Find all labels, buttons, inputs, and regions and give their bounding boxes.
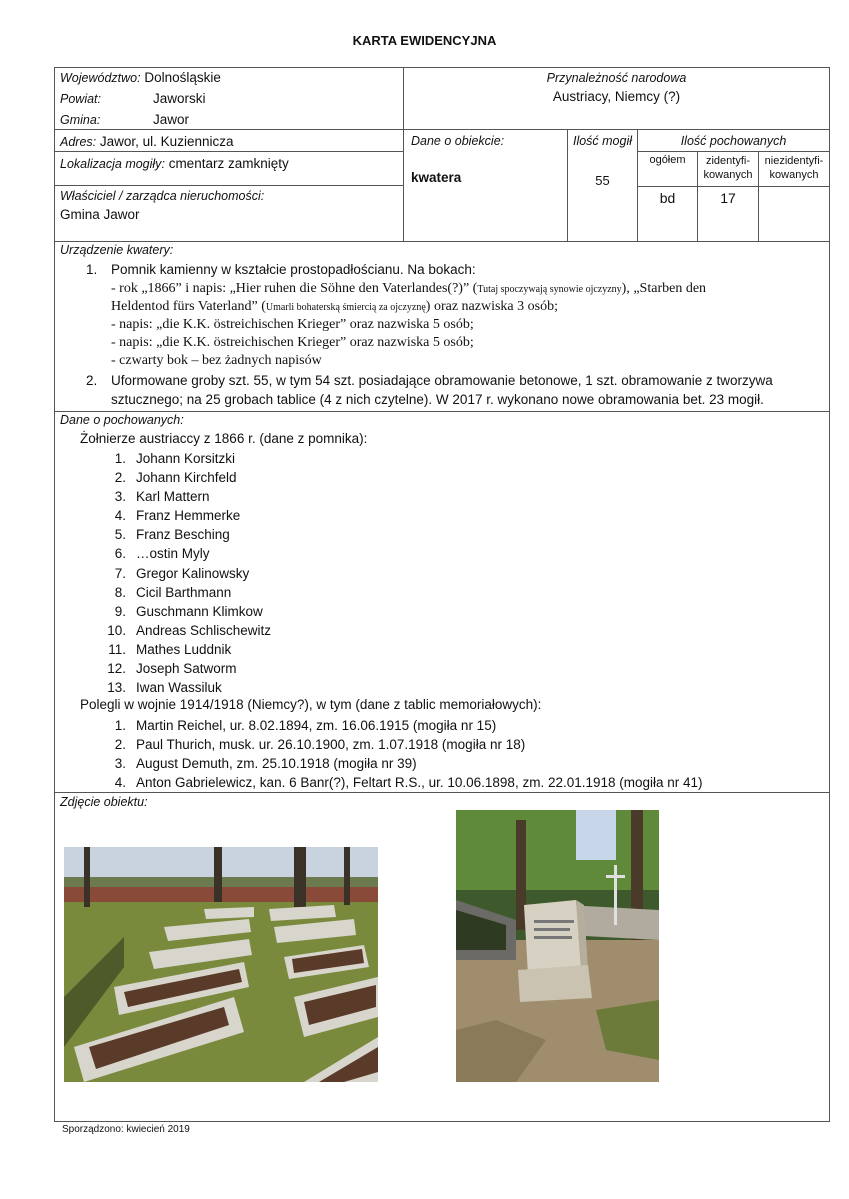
urzadzenie-item1-line2: Heldentod fürs Vaterland” (Umarli bohaterską śmiercią za ojczyznę) oraz nazwiska 3 osób; <box>111 299 558 314</box>
list-item-number: 3. <box>114 756 126 772</box>
list-item <box>100 564 271 583</box>
adres-row: Adres: Jawor, ul. Kuziennicza <box>60 134 234 149</box>
list-item-name: …ostin Myly <box>136 546 210 562</box>
ilosc-mogil-value: 55 <box>595 173 610 188</box>
powiat-value: Jaworski <box>153 91 206 106</box>
dane-o-obiekcie-value: kwatera <box>411 170 462 185</box>
urzadzenie-item2-line1: Uformowane groby szt. 55, w tym 54 szt. posiadające obramowanie betonowe, 1 szt. obramowanie z tworzywa <box>111 373 773 388</box>
list-item-name: Paul Thurich, musk. ur. 26.10.1900, zm. 1.07.1918 (mogiła nr 18) <box>136 737 526 753</box>
list-item-number: 9. <box>114 603 126 619</box>
wojewodztwo-row: Województwo: Dolnośląskie <box>60 70 221 85</box>
monument-photo <box>456 810 659 1082</box>
list-item <box>100 544 271 563</box>
urzadzenie-item2-line2: sztucznego; na 25 grobach tablice (4 z nich czytelne). W 2017 r. wykonano nowe obramowania bet. 23 mogił. <box>111 392 764 407</box>
list-item <box>100 449 271 468</box>
zidentyfikowanych-label: zidentyfi- kowanych <box>703 155 753 181</box>
table-border-right <box>829 67 830 1122</box>
list-item-name: August Demuth, zm. 25.10.1918 (mogiła nr 39) <box>136 756 417 772</box>
niezidentyfikowanych-label: niezidentyfi- kowanych <box>764 155 824 181</box>
list-item-name: Guschmann Klimkow <box>136 603 263 619</box>
footer-date: Sporządzono: kwiecień 2019 <box>62 1124 190 1135</box>
list-item-name: Anton Gabrielewicz, kan. 6 Banr(?), Feltart R.S., ur. 10.06.1898, zm. 22.01.1918 (mogiła nr 41) <box>136 775 703 791</box>
list-item <box>100 525 271 544</box>
adres-value: Jawor, ul. Kuziennicza <box>99 134 234 149</box>
urzadzenie-item1-line1: - rok „1866” i napis: „Hier ruhen die Söhne den Vaterlandes(?)” (Tutaj spoczywają synowie ojczyzny), „Starben den <box>111 281 707 296</box>
divider <box>637 151 830 152</box>
list-item <box>100 468 271 487</box>
list-item-number: 11. <box>108 641 126 657</box>
pochowani-group1-list <box>100 449 271 697</box>
list-item-number: 12. <box>107 661 126 677</box>
list-item <box>100 487 271 506</box>
list-item-number: 1. <box>114 451 126 466</box>
list-item-name: Martin Reichel, ur. 8.02.1894, zm. 16.06.1915 (mogiła nr 15) <box>136 718 497 733</box>
ilosc-mogil-label: Ilość mogił <box>572 134 633 148</box>
urzadzenie-label: Urządzenie kwatery: <box>60 243 174 257</box>
list-item-name: Joseph Satworm <box>136 661 237 677</box>
gmina-value: Jawor <box>153 112 190 127</box>
divider <box>54 151 403 152</box>
list-item <box>100 640 271 659</box>
ilosc-pochowanych-label: Ilość pochowanych <box>680 134 787 148</box>
list-item-number: 2. <box>114 470 126 486</box>
wojewodztwo-label: Województwo <box>60 71 138 85</box>
powiat-row: Powiat: <box>60 92 102 106</box>
urzadzenie-item2-num: 2. <box>86 373 98 388</box>
list-item-name: Gregor Kalinowsky <box>136 565 250 581</box>
page-title: KARTA EWIDENCYJNA <box>352 33 497 48</box>
list-item-number: 8. <box>114 584 126 600</box>
table-border-top <box>54 67 830 68</box>
list-item-number: 5. <box>114 527 126 543</box>
wlasciciel-row: Właściciel / zarządca nieruchomości: <box>60 189 265 203</box>
table-border-bottom <box>54 1121 830 1122</box>
nationality-label: Przynależność narodowa <box>546 71 687 85</box>
list-item <box>100 602 271 621</box>
divider <box>54 185 403 186</box>
list-item-name: Cicil Barthmann <box>136 584 232 600</box>
lokalizacja-value: cmentarz zamknięty <box>168 156 289 171</box>
urzadzenie-item1-num: 1. <box>86 262 98 277</box>
urzadzenie-item1-text: Pomnik kamienny w kształcie prostopadłościanu. Na bokach: <box>111 262 476 277</box>
list-item-name: Iwan Wassiluk <box>136 680 222 696</box>
list-item-number: 4. <box>114 508 126 524</box>
list-item <box>100 735 703 754</box>
lokalizacja-label: Lokalizacja mogiły <box>60 157 162 171</box>
list-item-number: 10. <box>107 622 126 638</box>
list-item-number: 6. <box>114 546 126 562</box>
zdjecie-label: Zdjęcie obiektu: <box>60 795 148 809</box>
divider <box>54 129 830 130</box>
list-item-name: Johann Korsitzki <box>136 451 236 466</box>
list-item <box>100 659 271 678</box>
divider <box>54 411 830 412</box>
list-item-name: Franz Hemmerke <box>136 508 241 524</box>
list-item <box>100 583 271 602</box>
list-item-name: Johann Kirchfeld <box>136 470 237 486</box>
urzadzenie-item1-line4: - napis: „die K.K. östreichischen Krieger” oraz nazwiska 5 osób; <box>111 335 474 350</box>
list-item-name: Mathes Luddnik <box>136 641 232 657</box>
list-item <box>100 716 703 735</box>
gmina-label: Gmina <box>60 113 97 127</box>
list-item <box>100 621 271 640</box>
list-item-name: Karl Mattern <box>136 489 210 505</box>
list-item-number: 1. <box>114 718 126 733</box>
list-item <box>100 506 271 525</box>
zidentyfikowanych-value: 17 <box>720 190 736 206</box>
wlasciciel-label: Właściciel / zarządca nieruchomości <box>60 189 261 203</box>
pochowani-group2-list <box>100 716 703 792</box>
pochowani-group2-title: Polegli w wojnie 1914/1918 (Niemcy?), w tym (dane z tablic memoriałowych): <box>80 697 542 712</box>
urzadzenie-item1-line5: - czwarty bok – bez żadnych napisów <box>111 353 322 368</box>
list-item <box>100 773 703 792</box>
divider <box>637 186 830 187</box>
list-item-number: 3. <box>114 489 126 505</box>
list-item-number: 7. <box>114 565 126 581</box>
list-item-number: 2. <box>114 737 126 753</box>
dane-o-obiekcie-label: Dane o obiekcie: <box>411 134 505 148</box>
ogolem-label: ogółem <box>649 154 686 166</box>
wlasciciel-value: Gmina Jawor <box>60 207 140 222</box>
divider <box>54 241 830 242</box>
list-item-name: Franz Besching <box>136 527 230 543</box>
ogolem-value: bd <box>659 190 676 206</box>
list-item-number: 4. <box>114 775 126 791</box>
nationality-value: Austriacy, Niemcy (?) <box>552 89 681 104</box>
table-border-left <box>54 67 55 1122</box>
list-item <box>100 678 271 697</box>
list-item-number: 13. <box>107 680 126 696</box>
gmina-row: Gmina: <box>60 113 101 127</box>
pochowani-group1-title: Żołnierze austriaccy z 1866 r. (dane z pomnika): <box>80 431 368 446</box>
lokalizacja-row: Lokalizacja mogiły: cmentarz zamknięty <box>60 156 289 171</box>
adres-label: Adres <box>60 135 93 149</box>
list-item-name: Andreas Schlischewitz <box>136 622 272 638</box>
urzadzenie-item1-line3: - napis: „die K.K. östreichischen Krieger” oraz nazwiska 5 osób; <box>111 317 474 332</box>
list-item <box>100 754 703 773</box>
powiat-label: Powiat <box>60 92 98 106</box>
pochowani-label: Dane o pochowanych: <box>60 413 184 427</box>
wojewodztwo-value: Dolnośląskie <box>144 70 221 85</box>
cemetery-graves-photo <box>64 847 378 1082</box>
